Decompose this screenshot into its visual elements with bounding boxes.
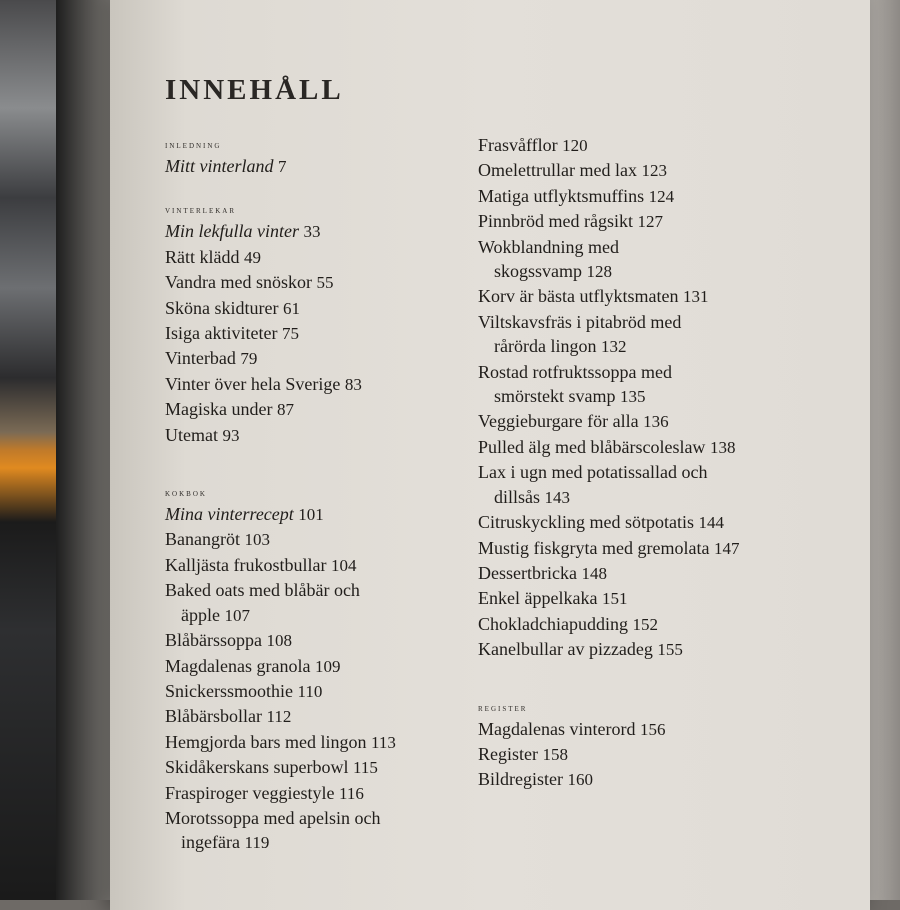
entry-title: Chokladchiapudding — [478, 613, 628, 634]
entry-title: Kanelbullar av pizzadeg — [478, 639, 653, 660]
entry-page-number: 160 — [567, 770, 593, 790]
toc-entry — [478, 435, 778, 460]
entry-page-number: 138 — [709, 437, 736, 457]
entry-page-number: 55 — [316, 273, 334, 293]
entry-title-continuation-text: dillsås — [494, 486, 541, 507]
entry-title: Viltskavsfräs i pitabröd med — [478, 311, 682, 332]
entry-title-continuation — [478, 384, 778, 409]
toc-entry — [165, 527, 465, 552]
entry-page-number: 136 — [643, 412, 669, 432]
toc-entry-list — [165, 154, 465, 179]
entry-title: Lax i ugn med potatissallad och — [478, 462, 708, 483]
entry-page-number: 115 — [352, 758, 378, 778]
toc-entry — [478, 586, 778, 611]
entry-title: Mustig fiskgryta med gremolata — [478, 537, 710, 558]
toc-entry — [165, 270, 465, 295]
toc-entry — [165, 628, 465, 653]
entry-title: Magdalenas granola — [165, 655, 311, 676]
entry-page-number: 75 — [281, 324, 299, 344]
entry-page-number: 120 — [562, 136, 588, 155]
entry-title: Korv är bästa utflyktsmaten — [478, 286, 679, 307]
entry-page-number: 127 — [637, 212, 663, 232]
entry-page-number: 116 — [338, 783, 364, 803]
toc-entry — [165, 397, 465, 422]
toc-entry — [165, 321, 465, 346]
section-heading: inledning — [165, 140, 222, 151]
toc-entry — [165, 502, 465, 527]
toc-entry — [478, 310, 778, 360]
toc-entry — [478, 184, 778, 209]
entry-title: Rostad rotfruktssoppa med — [478, 361, 672, 382]
entry-title: Min lekfulla vinter — [165, 221, 299, 242]
toc-entry-list — [478, 717, 778, 793]
entry-title-continuation — [478, 334, 778, 359]
entry-page-number: 110 — [297, 681, 323, 701]
toc-entry-list — [478, 133, 778, 663]
entry-page-number: 7 — [277, 157, 287, 176]
toc-entry — [165, 755, 465, 780]
toc-entry — [478, 637, 778, 662]
entry-page-number: 147 — [713, 538, 740, 558]
entry-page-number: 108 — [266, 631, 292, 651]
entry-title: Matiga utflyktsmuffins — [478, 185, 645, 206]
entry-page-number: 158 — [542, 744, 568, 764]
entry-page-number: 49 — [244, 247, 261, 267]
entry-page-number: 151 — [601, 589, 628, 609]
toc-entry — [478, 235, 778, 285]
toc-entry — [478, 133, 778, 158]
entry-title: Dessertbricka — [478, 562, 577, 583]
toc-entry — [478, 561, 778, 586]
entry-title: Banangröt — [165, 529, 240, 550]
section-spacer — [165, 448, 465, 486]
toc-entry — [165, 346, 465, 371]
toc-entry-list — [165, 502, 465, 856]
toc-entry — [165, 781, 465, 806]
toc-left-column — [165, 138, 465, 856]
entry-title: Utemat — [165, 424, 218, 445]
entry-title: Omelettrullar med lax — [478, 160, 637, 181]
entry-page-number: 123 — [641, 161, 667, 181]
entry-page-number: 124 — [648, 186, 675, 206]
entry-page-number: 83 — [344, 374, 362, 394]
entry-title: Vinter över hela Sverige — [165, 373, 341, 394]
entry-title: Magiska under — [165, 399, 273, 420]
entry-title: Enkel äppelkaka — [478, 588, 598, 609]
entry-page-number: 87 — [276, 400, 294, 420]
page-title: INNEHÅLL — [165, 74, 344, 107]
facing-page-photo — [0, 0, 56, 900]
toc-entry — [165, 296, 465, 321]
toc-entry — [478, 767, 778, 792]
entry-page-number: 143 — [544, 487, 571, 507]
entry-title-continuation — [478, 259, 778, 284]
entry-title-continuation-text: smörstekt svamp — [494, 386, 616, 407]
toc-entry — [165, 578, 465, 628]
section-heading: register — [478, 702, 528, 714]
entry-title: Hemgjorda bars med lingon — [165, 731, 367, 752]
toc-entry — [478, 209, 778, 234]
entry-title: Blåbärsbollar — [165, 706, 262, 727]
entry-title-continuation-text: äpple — [181, 604, 220, 625]
entry-title: Register — [478, 743, 538, 764]
entry-title-continuation — [165, 830, 465, 855]
entry-title: Skidåkerskans superbowl — [165, 757, 349, 778]
toc-entry — [478, 360, 778, 410]
entry-page-number: 156 — [639, 719, 666, 739]
entry-page-number: 144 — [698, 513, 724, 533]
entry-page-number: 131 — [682, 287, 709, 307]
toc-entry — [478, 409, 778, 434]
entry-title: Bildregister — [478, 769, 563, 790]
entry-page-number: 93 — [222, 425, 240, 445]
entry-title-continuation-text: ingefära — [181, 832, 240, 853]
toc-entry — [165, 219, 465, 244]
toc-entry — [165, 730, 465, 755]
toc-entry — [165, 704, 465, 729]
entry-title: Pulled älg med blåbärscoleslaw — [478, 436, 706, 457]
entry-page-number: 135 — [620, 387, 646, 407]
toc-entry — [165, 553, 465, 578]
entry-title: Frasvåfflor — [478, 135, 558, 155]
toc-entry-list — [165, 219, 465, 448]
toc-entry — [165, 154, 465, 179]
entry-page-number: 107 — [224, 605, 250, 625]
entry-page-number: 101 — [298, 505, 324, 525]
entry-title: Kalljästa frukostbullar — [165, 554, 327, 575]
entry-title: Magdalenas vinterord — [478, 718, 636, 739]
entry-title-continuation-text: rårörda lingon — [494, 336, 597, 357]
entry-title: Vandra med snöskor — [165, 272, 312, 293]
entry-title: Mina vinterrecept — [165, 504, 294, 525]
entry-title: Sköna skidturer — [165, 297, 279, 318]
entry-title: Snickerssmoothie — [165, 680, 293, 701]
entry-page-number: 119 — [244, 833, 270, 853]
toc-entry — [478, 284, 778, 309]
toc-entry — [478, 612, 778, 637]
toc-entry — [478, 742, 778, 767]
entry-page-number: 148 — [581, 563, 607, 583]
section-spacer — [478, 663, 778, 701]
entry-page-number: 155 — [657, 640, 683, 660]
entry-title: Rätt klädd — [165, 246, 240, 267]
toc-entry — [165, 654, 465, 679]
entry-title: Fraspiroger veggiestyle — [165, 782, 335, 803]
entry-title-continuation — [478, 485, 778, 510]
section-heading: kokbok — [165, 488, 207, 500]
entry-page-number: 61 — [282, 298, 300, 318]
entry-page-number: 33 — [303, 222, 321, 242]
entry-title: Pinnbröd med rågsikt — [478, 211, 633, 232]
entry-title: Baked oats med blåbär och — [165, 580, 360, 601]
entry-page-number: 109 — [314, 656, 341, 676]
entry-title-continuation — [165, 603, 465, 628]
toc-entry — [478, 536, 778, 561]
entry-page-number: 103 — [244, 530, 270, 550]
entry-page-number: 112 — [266, 707, 292, 727]
toc-entry — [478, 717, 778, 742]
toc-right-column — [478, 133, 778, 793]
entry-title: Vinterbad — [165, 348, 236, 369]
entry-page-number: 104 — [330, 555, 357, 575]
entry-page-number: 113 — [370, 732, 396, 752]
toc-entry — [165, 806, 465, 856]
entry-title: Citruskyckling med sötpotatis — [478, 512, 694, 533]
entry-title: Isiga aktiviteter — [165, 323, 278, 344]
section-spacer — [165, 179, 465, 203]
entry-page-number: 132 — [600, 337, 627, 357]
toc-entry — [165, 245, 465, 270]
entry-title: Blåbärssoppa — [165, 630, 262, 651]
toc-entry — [165, 679, 465, 704]
entry-page-number: 128 — [586, 262, 613, 282]
entry-title: Mitt vinterland — [165, 156, 274, 176]
entry-title: Wokblandning med — [478, 236, 620, 257]
toc-entry — [478, 158, 778, 183]
toc-entry — [165, 372, 465, 397]
entry-page-number: 79 — [240, 349, 258, 369]
toc-entry — [478, 510, 778, 535]
toc-entry — [165, 423, 465, 448]
toc-entry — [478, 460, 778, 510]
entry-page-number: 152 — [632, 614, 658, 634]
entry-title: Veggieburgare för alla — [478, 411, 639, 432]
entry-title: Morotssoppa med apelsin och — [165, 807, 381, 828]
entry-title-continuation-text: skogssvamp — [494, 261, 583, 282]
section-heading: vinterlekar — [165, 205, 236, 217]
